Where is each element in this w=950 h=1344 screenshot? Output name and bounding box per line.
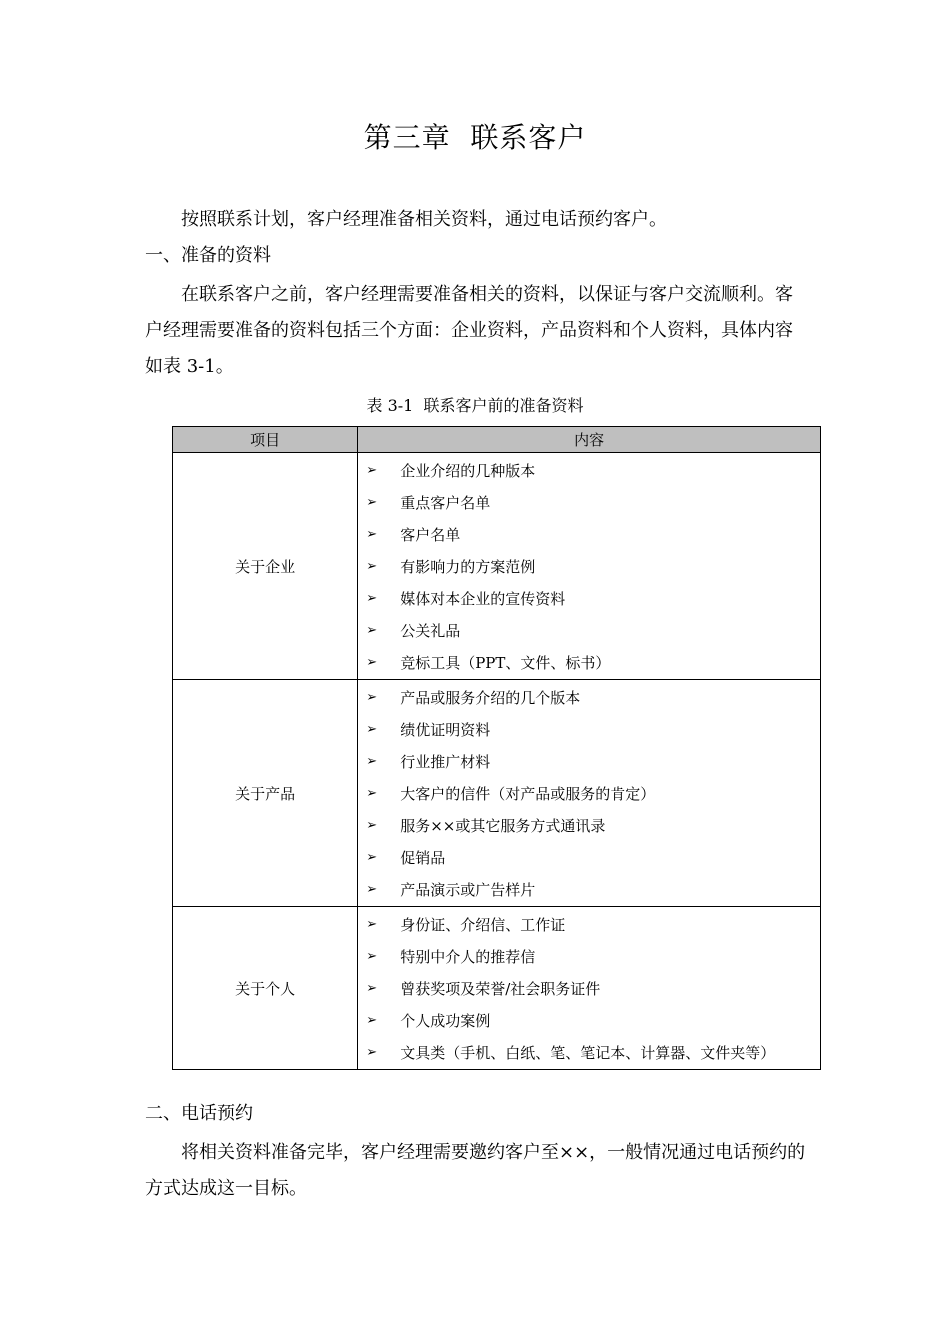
list-item: ➢ 有影响力的方案范例 xyxy=(358,551,820,583)
chapter-title: 第三章 联系客户 xyxy=(363,121,587,154)
list-item: ➢ 企业介绍的几种版本 xyxy=(358,455,820,487)
arrow-bullet-icon: ➢ xyxy=(366,527,378,542)
arrow-bullet-icon: ➢ xyxy=(366,655,378,670)
list-item: ➢ 竞标工具（PPT、文件、标书） xyxy=(358,647,820,679)
row-label: 关于个人 xyxy=(173,907,358,1070)
header-item: 项目 xyxy=(173,427,358,453)
list-item: ➢ 媒体对本企业的宣传资料 xyxy=(358,583,820,615)
row-label: 关于企业 xyxy=(173,453,358,680)
arrow-bullet-icon: ➢ xyxy=(366,818,378,833)
bullet-list xyxy=(358,680,820,906)
list-item: ➢ 产品或服务介绍的几个版本 xyxy=(358,682,820,714)
bullet-list xyxy=(358,453,820,679)
list-item: ➢ 服务××或其它服务方式通讯录 xyxy=(358,810,820,842)
preparation-paragraph: 在联系客户之前，客户经理需要准备相关的资料，以保证与客户交流顺利。客户经理需要准备的资料包括三个方面：企业资料，产品资料和个人资料，具体内容如表 3-1。 xyxy=(145,284,793,377)
arrow-bullet-icon: ➢ xyxy=(366,949,378,964)
table-caption: 表 3-1 联系客户前的准备资料 xyxy=(366,396,584,415)
arrow-bullet-icon: ➢ xyxy=(366,850,378,865)
list-item: ➢ 曾获奖项及荣誉/社会职务证件 xyxy=(358,973,820,1005)
arrow-bullet-icon: ➢ xyxy=(366,690,378,705)
table-row-product xyxy=(173,680,821,907)
header-content: 内容 xyxy=(358,427,821,453)
arrow-bullet-icon: ➢ xyxy=(366,981,378,996)
list-item: ➢ 特别中介人的推荐信 xyxy=(358,941,820,973)
list-item: ➢ 促销品 xyxy=(358,842,820,874)
intro-paragraph: 按照联系计划，客户经理准备相关资料，通过电话预约客户。 xyxy=(181,209,667,230)
arrow-bullet-icon: ➢ xyxy=(366,786,378,801)
arrow-bullet-icon: ➢ xyxy=(366,463,378,478)
bullet-list xyxy=(358,907,820,1069)
arrow-bullet-icon: ➢ xyxy=(366,1045,378,1060)
list-item: ➢ 行业推广材料 xyxy=(358,746,820,778)
arrow-bullet-icon: ➢ xyxy=(366,754,378,769)
arrow-bullet-icon: ➢ xyxy=(366,591,378,606)
arrow-bullet-icon: ➢ xyxy=(366,559,378,574)
phone-paragraph: 将相关资料准备完毕，客户经理需要邀约客户至××，一般情况通过电话预约的方式达成这一目标。 xyxy=(145,1142,806,1199)
list-item: ➢ 重点客户名单 xyxy=(358,487,820,519)
row-content xyxy=(358,680,821,907)
list-item: ➢ 身份证、介绍信、工作证 xyxy=(358,909,820,941)
list-item: ➢ 公关礼品 xyxy=(358,615,820,647)
preparation-table xyxy=(172,426,821,1070)
arrow-bullet-icon: ➢ xyxy=(366,1013,378,1028)
arrow-bullet-icon: ➢ xyxy=(366,623,378,638)
section-heading-phone: 二、电话预约 xyxy=(145,1103,253,1124)
row-content xyxy=(358,907,821,1070)
arrow-bullet-icon: ➢ xyxy=(366,882,378,897)
arrow-bullet-icon: ➢ xyxy=(366,722,378,737)
list-item: ➢ 文具类（手机、白纸、笔、笔记本、计算器、文件夹等） xyxy=(358,1037,820,1069)
row-content xyxy=(358,453,821,680)
table-header-row xyxy=(173,427,821,453)
list-item: ➢ 大客户的信件（对产品或服务的肯定） xyxy=(358,778,820,810)
list-item: ➢ 绩优证明资料 xyxy=(358,714,820,746)
arrow-bullet-icon: ➢ xyxy=(366,917,378,932)
row-label: 关于产品 xyxy=(173,680,358,907)
table-row-personal xyxy=(173,907,821,1070)
section-heading-preparation: 一、准备的资料 xyxy=(145,245,271,266)
arrow-bullet-icon: ➢ xyxy=(366,495,378,510)
list-item: ➢ 客户名单 xyxy=(358,519,820,551)
table-row-enterprise xyxy=(173,453,821,680)
list-item: ➢ 产品演示或广告样片 xyxy=(358,874,820,906)
list-item: ➢ 个人成功案例 xyxy=(358,1005,820,1037)
